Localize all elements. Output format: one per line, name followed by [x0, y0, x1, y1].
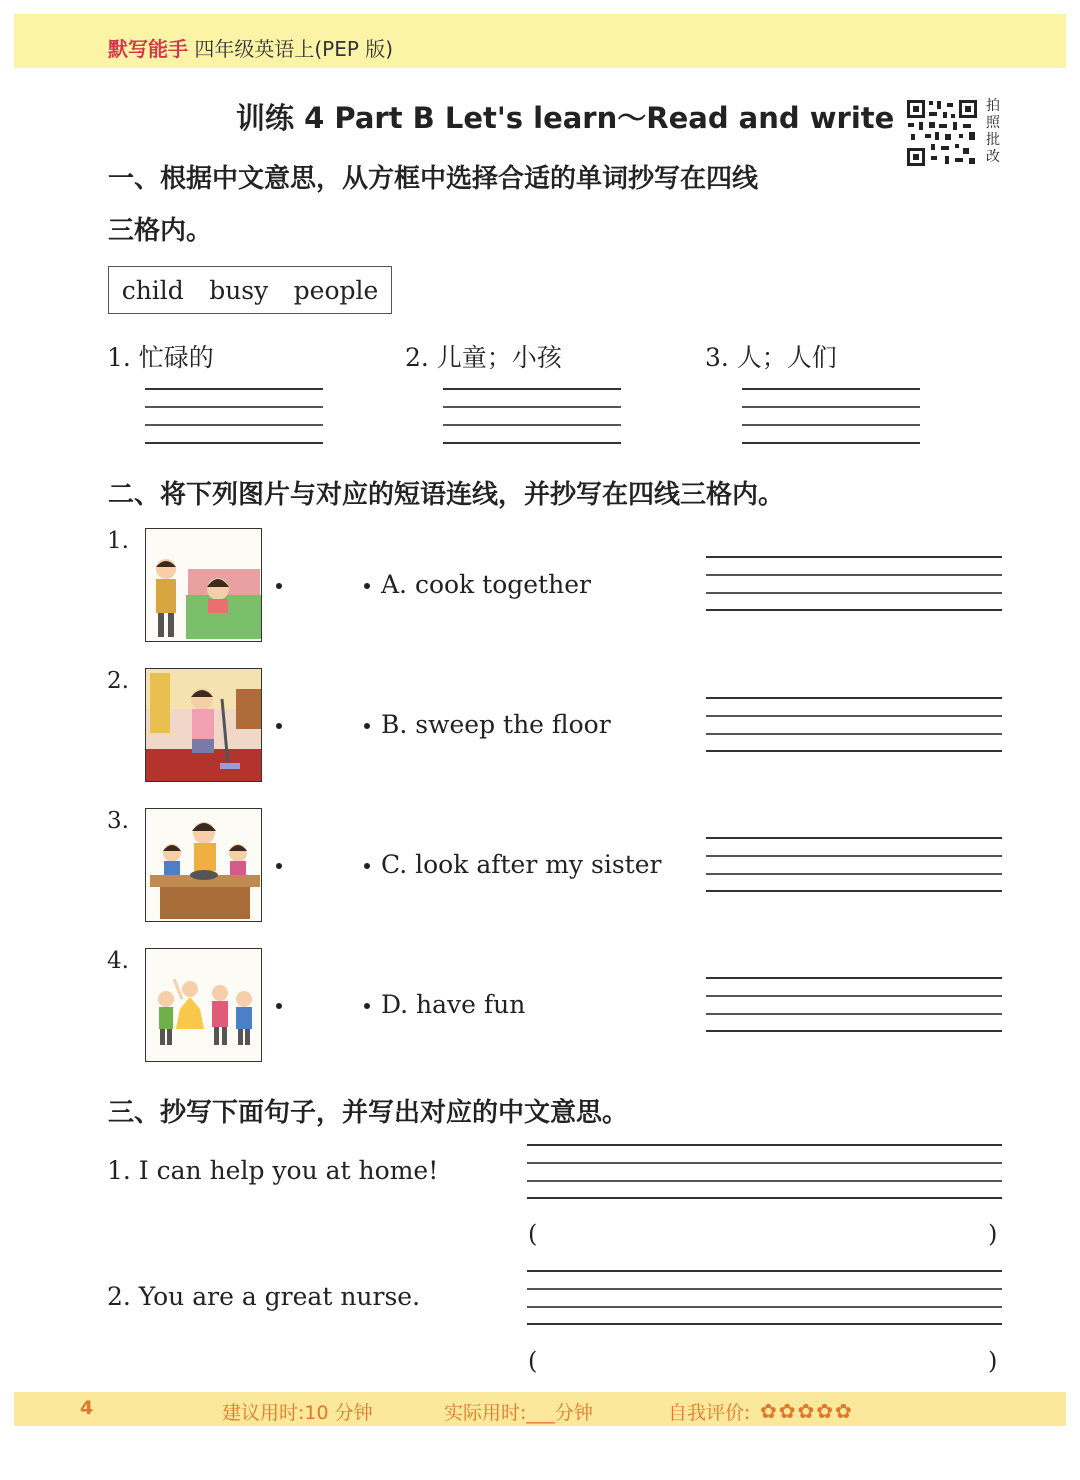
- item-number: 2.: [107, 668, 129, 694]
- brand-name: 默写能手: [108, 37, 188, 61]
- sentence-1: 1. I can help you at home!: [107, 1156, 439, 1185]
- self-evaluation-label: 自我评价:: [668, 1402, 751, 1424]
- phrase-option-c: C. look after my sister: [381, 850, 662, 879]
- match-dot-left[interactable]: [276, 863, 282, 869]
- page-heading: 训练 4 Part B Let's learn～Read and write: [236, 101, 895, 135]
- match-dot-left[interactable]: [276, 1003, 282, 1009]
- item-number: 1.: [107, 528, 129, 554]
- answer-paren-close[interactable]: ): [988, 1220, 998, 1248]
- phrase-option-a: A. cook together: [381, 570, 591, 599]
- match-dot-right[interactable]: [364, 1003, 370, 1009]
- question1-item-1: 1. 忙碌的: [107, 343, 214, 372]
- picture-sweep-floor: [145, 668, 262, 782]
- suggested-time: 建议用时:10 分钟: [222, 1402, 373, 1424]
- writing-lines[interactable]: [706, 697, 1002, 753]
- section1-title-line1: 一、根据中文意思，从方框中选择合适的单词抄写在四线: [108, 164, 759, 194]
- writing-lines[interactable]: [742, 388, 920, 446]
- question1-item-2: 2. 儿童；小孩: [405, 343, 562, 372]
- word-option: child: [121, 275, 184, 305]
- writing-lines[interactable]: [443, 388, 621, 446]
- question1-item-3: 3. 人；人们: [705, 343, 837, 372]
- item-number: 4.: [107, 948, 129, 974]
- writing-lines[interactable]: [527, 1270, 1002, 1326]
- page-number: 4: [80, 1397, 94, 1419]
- picture-have-fun: [145, 948, 262, 1062]
- section2-title: 二、将下列图片与对应的短语连线，并抄写在四线三格内。: [108, 480, 785, 510]
- writing-lines[interactable]: [706, 556, 1002, 612]
- sentence-2: 2. You are a great nurse.: [107, 1282, 421, 1311]
- writing-lines[interactable]: [527, 1144, 1002, 1200]
- match-dot-right[interactable]: [364, 583, 370, 589]
- answer-paren-open[interactable]: (: [528, 1347, 538, 1375]
- word-option: busy: [209, 275, 269, 305]
- match-dot-left[interactable]: [276, 723, 282, 729]
- answer-paren-close[interactable]: ): [988, 1347, 998, 1375]
- rating-stars-icon[interactable]: ✿✿✿✿✿: [760, 1399, 854, 1423]
- word-box: [108, 266, 392, 314]
- phrase-option-b: B. sweep the floor: [381, 710, 611, 739]
- match-dot-right[interactable]: [364, 863, 370, 869]
- section1-title-line2: 三格内。: [108, 216, 213, 246]
- qr-code-icon[interactable]: [905, 98, 979, 168]
- scan-to-grade-note: 拍照批改: [986, 98, 1000, 165]
- word-option: people: [293, 275, 379, 305]
- writing-lines[interactable]: [706, 977, 1002, 1033]
- match-dot-left[interactable]: [276, 583, 282, 589]
- book-title: [108, 33, 393, 62]
- writing-lines[interactable]: [706, 837, 1002, 893]
- book-subtitle: 四年级英语上(PEP 版): [194, 37, 394, 61]
- phrase-option-d: D. have fun: [381, 990, 526, 1019]
- match-dot-right[interactable]: [364, 723, 370, 729]
- answer-paren-open[interactable]: (: [528, 1220, 538, 1248]
- picture-cook-together: [145, 808, 262, 922]
- section3-title: 三、抄写下面句子，并写出对应的中文意思。: [108, 1098, 629, 1128]
- writing-lines[interactable]: [145, 388, 323, 446]
- actual-time[interactable]: 实际用时:___分钟: [444, 1402, 593, 1424]
- picture-look-after-sister: [145, 528, 262, 642]
- item-number: 3.: [107, 808, 129, 834]
